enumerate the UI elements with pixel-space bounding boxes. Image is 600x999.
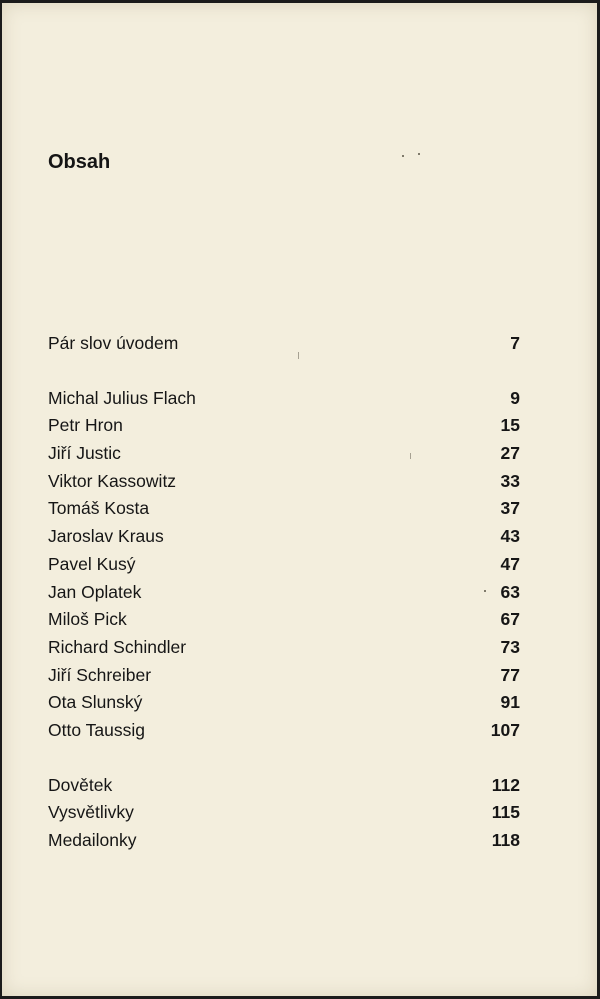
toc-entry-title: Viktor Kassowitz (48, 470, 177, 491)
toc-entry (48, 720, 520, 748)
toc-entry (48, 554, 520, 582)
toc-entry-page-number: 73 (500, 636, 520, 657)
toc-entry-page-number: 47 (500, 553, 520, 574)
toc-entry-page-number: 107 (490, 719, 520, 740)
toc-entry (48, 498, 520, 526)
toc-entry-page-number: 112 (491, 774, 520, 795)
toc-entry (48, 802, 520, 830)
page-title: Obsah (48, 151, 111, 173)
toc-group (48, 775, 520, 858)
toc-entry-title: Richard Schindler (48, 636, 187, 657)
toc-entry-title: Pavel Kusý (48, 553, 136, 574)
table-of-contents (48, 333, 520, 858)
toc-entry (48, 415, 520, 443)
paper-speck (402, 155, 404, 157)
toc-entry-page-number: 63 (500, 581, 520, 602)
toc-entry-title: Tomáš Kosta (48, 498, 150, 519)
toc-entry-title: Jan Oplatek (48, 581, 142, 602)
toc-entry (48, 609, 520, 637)
toc-entry (48, 582, 520, 610)
toc-entry-title: Otto Taussig (48, 719, 145, 740)
toc-entry (48, 637, 520, 665)
toc-entry-page-number: 15 (500, 415, 520, 436)
toc-entry-title: Ota Slunský (48, 692, 143, 713)
paper-speck (410, 453, 411, 459)
paper-speck (298, 352, 299, 359)
toc-entry (48, 692, 520, 720)
toc-entry-page-number: 91 (500, 692, 520, 713)
paper-speck (418, 153, 420, 155)
toc-entry (48, 388, 520, 416)
toc-entry-title: Dovětek (48, 774, 113, 795)
toc-entry-page-number: 33 (500, 470, 520, 491)
toc-entry (48, 333, 520, 361)
toc-group (48, 333, 520, 361)
toc-entry-title: Pár slov úvodem (48, 333, 179, 353)
toc-entry-page-number: 118 (491, 830, 520, 850)
toc-entry-page-number: 9 (510, 387, 520, 408)
book-page (2, 3, 597, 996)
toc-entry (48, 526, 520, 554)
toc-entry-title: Vysvětlivky (48, 802, 134, 823)
toc-entry-title: Jiří Schreiber (48, 664, 152, 685)
paper-speck (484, 590, 486, 592)
toc-entry-title: Miloš Pick (48, 609, 127, 630)
toc-entry-title: Michal Julius Flach (48, 387, 196, 408)
toc-entry-page-number: 27 (500, 443, 520, 464)
toc-entry-page-number: 7 (510, 333, 520, 353)
toc-entry (48, 665, 520, 693)
toc-entry-page-number: 37 (500, 498, 520, 519)
toc-entry-page-number: 67 (500, 609, 520, 630)
toc-entry-page-number: 77 (500, 664, 520, 685)
toc-entry-page-number: 43 (500, 526, 520, 547)
toc-entry-title: Medailonky (48, 830, 137, 850)
toc-entry-title: Jaroslav Kraus (48, 526, 164, 547)
toc-entry-title: Jiří Justic (48, 443, 121, 464)
toc-group (48, 388, 520, 748)
toc-entry (48, 443, 520, 471)
toc-entry (48, 471, 520, 499)
toc-entry-page-number: 115 (491, 802, 520, 823)
toc-entry-title: Petr Hron (48, 415, 123, 436)
toc-entry (48, 830, 520, 858)
toc-entry (48, 775, 520, 803)
